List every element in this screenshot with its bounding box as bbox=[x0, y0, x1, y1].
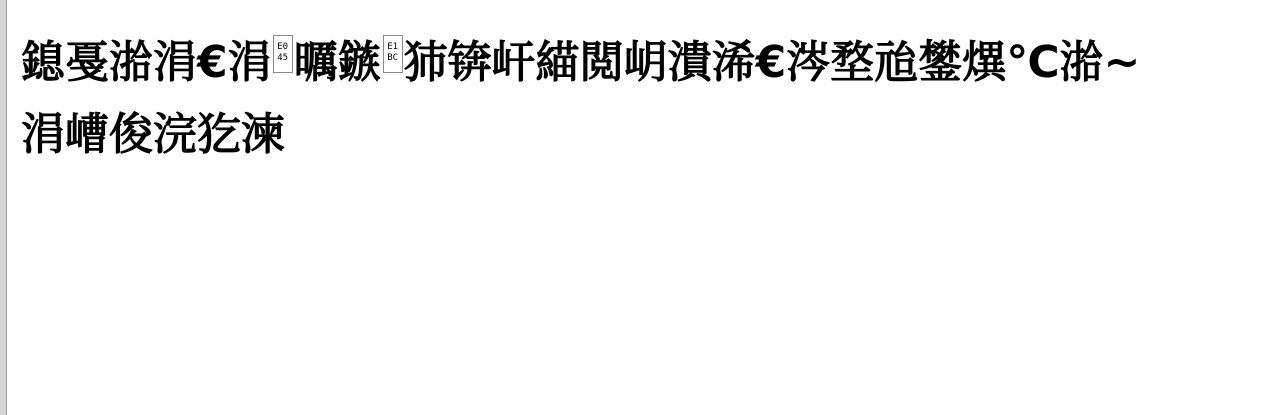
heading-text-part-2: 曞鏃 bbox=[293, 37, 382, 88]
heading-text-part-3: 犻锛屽緢閲岄潰浠€涔堥兘鐢熼℃湁~ bbox=[403, 37, 1141, 88]
garbled-heading-line-2: 涓嶆俊浣犵湅 bbox=[21, 109, 285, 160]
window-left-border bbox=[0, 0, 7, 415]
heading-text-part-1: 鎴戞湁涓€涓 bbox=[21, 37, 272, 88]
missing-glyph-icon: E0 45 bbox=[273, 35, 293, 73]
page-content bbox=[21, 27, 1266, 171]
missing-glyph-icon: E1 BC bbox=[383, 35, 403, 73]
garbled-heading-line-1 bbox=[21, 27, 1266, 99]
